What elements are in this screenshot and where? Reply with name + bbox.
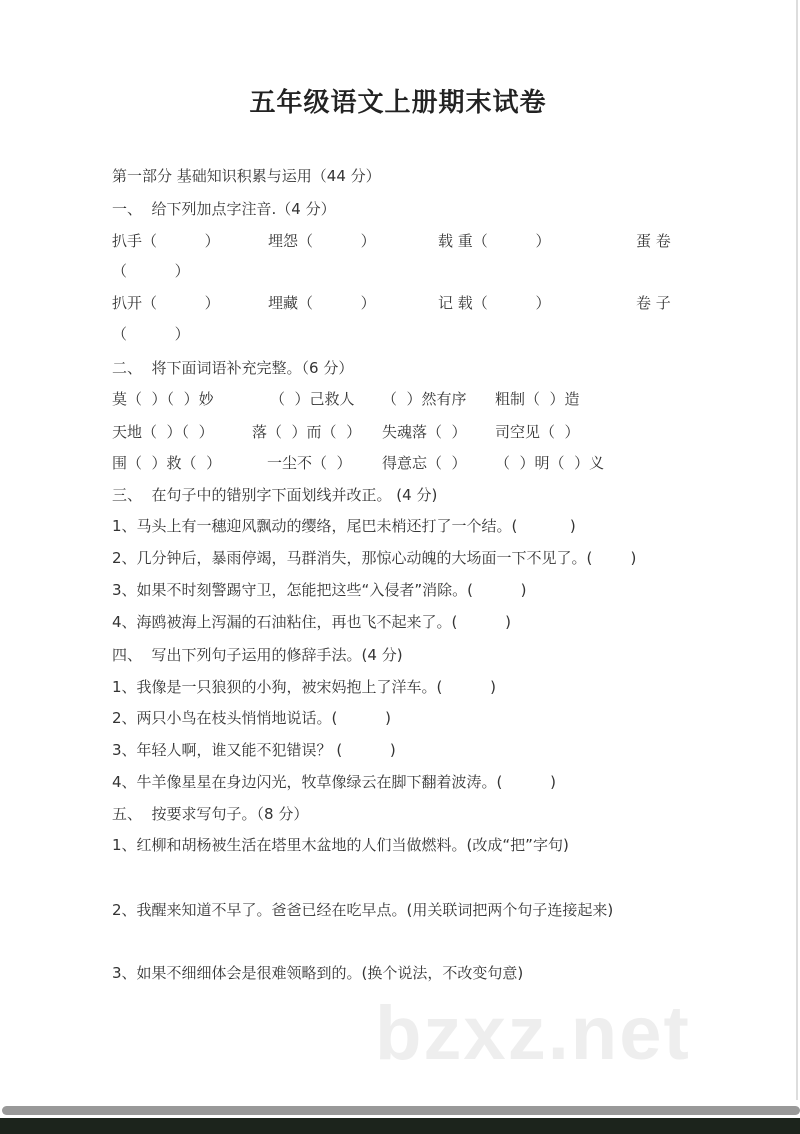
idiom-item: 粗制（ ）造 [495, 390, 580, 408]
idiom-item: （ ）己救人 [270, 390, 355, 408]
section-1-heading: 一、 给下列加点字注音.（4 分） [112, 200, 336, 218]
pinyin-item: 埋藏（ ） [268, 294, 376, 312]
idiom-item: （ ）然有序 [382, 390, 467, 408]
question-item: 3、如果不时刻警踢守卫，怎能把这些“入侵者”消除。( ) [112, 581, 527, 599]
idiom-item: 莫（ ）（ ）妙 [112, 390, 214, 408]
page-title: 五年级语文上册期末试卷 [249, 88, 547, 118]
watermark: bzxz.net [375, 991, 691, 1076]
pinyin-item: 扒开（ ） [112, 294, 220, 312]
question-item: 3、如果不细细体会是很难领略到的。(换个说法，不改变句意) [112, 964, 524, 982]
section-5-heading: 五、 按要求写句子。（8 分） [112, 805, 309, 823]
idiom-item: 失魂落（ ） [382, 423, 467, 441]
idiom-item: 围（ ）救（ ） [112, 454, 222, 472]
section-2-heading: 二、 将下面词语补充完整。（6 分） [112, 359, 354, 377]
question-item: 4、牛羊像星星在身边闪光，牧草像绿云在脚下翻着波涛。( ) [112, 773, 556, 791]
question-item: 4、海鸥被海上泻漏的石油粘住，再也飞不起来了。( ) [112, 613, 511, 631]
question-item: 2、我醒来知道不早了。爸爸已经在吃早点。(用关联词把两个句子连接起来) [112, 901, 614, 919]
question-item: 1、马头上有一穗迎风飘动的缨络，尾巴未梢还打了一个结。( ) [112, 517, 576, 535]
idiom-item: 落（ ）而（ ） [252, 423, 362, 441]
section-4-heading: 四、 写出下列句子运用的修辞手法。(4 分) [112, 646, 403, 664]
pinyin-item: 载 重（ ） [438, 232, 551, 250]
question-item: 2、几分钟后，暴雨停竭，马群消失，那惊心动魄的大场面一下不见了。( ) [112, 549, 637, 567]
question-item: 3、年轻人啊，谁又能不犯错误？ ( ) [112, 741, 396, 759]
idiom-item: 得意忘（ ） [382, 454, 467, 472]
horizontal-scrollbar[interactable] [2, 1106, 800, 1115]
idiom-item: 天地（ ）（ ） [112, 423, 214, 441]
idiom-item: 司空见（ ） [495, 423, 580, 441]
pinyin-item: 记 载（ ） [438, 294, 551, 312]
section-3-heading: 三、 在句子中的错别字下面划线并改正。 (4 分) [112, 486, 438, 504]
pinyin-item: 埋怨（ ） [268, 232, 376, 250]
pinyin-item: 卷 子 [636, 294, 671, 312]
pinyin-item: （ ） [112, 325, 190, 343]
idiom-item: （ ）明（ ）义 [495, 454, 605, 472]
bottom-bar [0, 1118, 800, 1134]
pinyin-item: 扒手（ ） [112, 232, 220, 250]
pinyin-item: （ ） [112, 262, 190, 280]
pinyin-item: 蛋 卷 [636, 232, 671, 250]
question-item: 1、我像是一只狼狈的小狗，被宋妈抱上了洋车。( ) [112, 678, 496, 696]
part-heading: 第一部分 基础知识积累与运用（44 分） [112, 167, 381, 185]
question-item: 2、两只小鸟在枝头悄悄地说话。( ) [112, 709, 391, 727]
idiom-item: 一尘不（ ） [267, 454, 352, 472]
question-item: 1、红柳和胡杨被生活在塔里木盆地的人们当做燃料。(改成“把”字句) [112, 836, 569, 854]
